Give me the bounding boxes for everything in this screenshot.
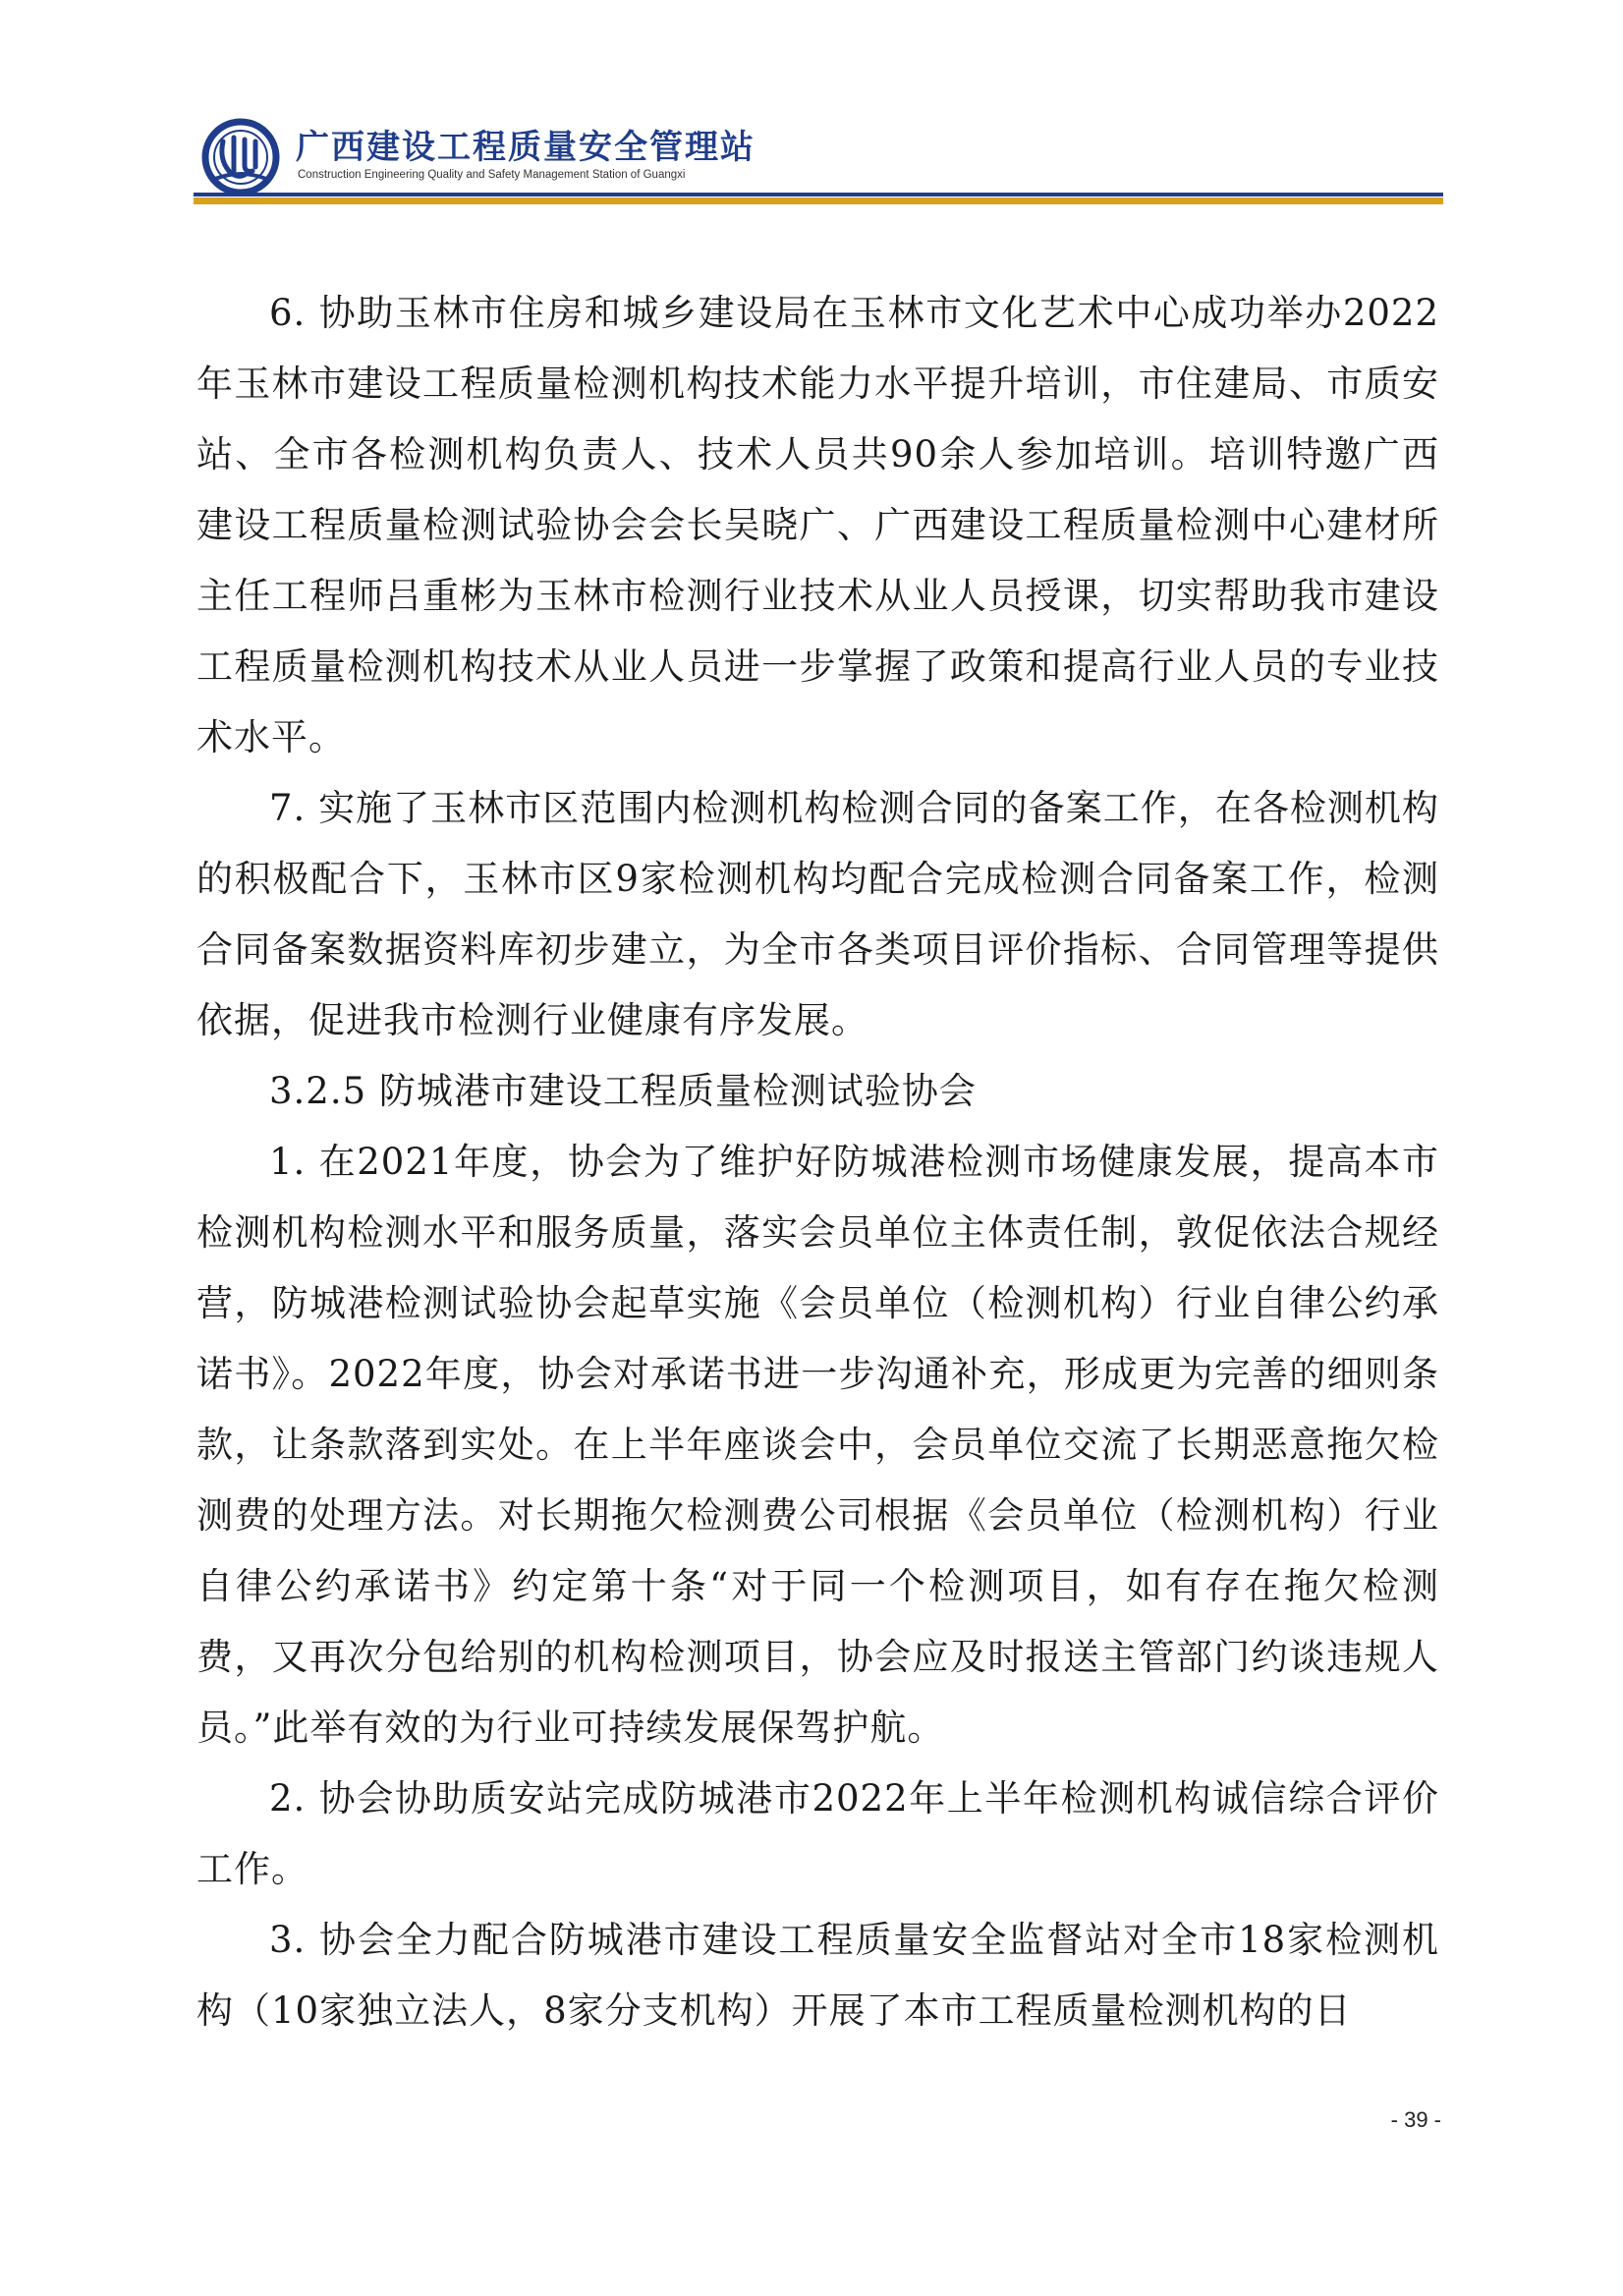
document-body bbox=[196, 278, 1439, 2046]
header-rule-blue bbox=[194, 193, 1443, 196]
paragraph-item-7: 7. 实施了玉林市区范围内检测机构检测合同的备案工作，在各检测机构的积极配合下，玉林市区9家检测机构均配合完成检测合同备案工作，检测合同备案数据资料库初步建立，为全市各类项目评价指标、合同管理等提供依据，促进我市检测行业健康有序发展。 bbox=[196, 787, 1439, 1041]
paragraph-fcg-3: 3. 协会全力配合防城港市建设工程质量安全监督站对全市18家检测机构（10家独立法人，8家分支机构）开展了本市工程质量检测机构的日 bbox=[196, 1919, 1439, 2032]
paragraph-fcg-1: 1. 在2021年度，协会为了维护好防城港检测市场健康发展，提高本市检测机构检测水平和服务质量，落实会员单位主体责任制，敦促依法合规经营，防城港检测试验协会起草实施《会员单位（检测机构）行业自律公约承诺书》。2022年度，协会对承诺书进一步沟通补充，形成更为完善的细则条款，让条款落到实处。在上半年座谈会中，会员单位交流了长期恶意拖欠检测费的处理方法。对长期拖欠检测费公司根据《会员单位（检测机构）行业自律公约承诺书》约定第十条“对于同一个检测项目，如有存在拖欠检测费，又再次分包给别的机构检测项目，协会应及时报送主管部门约谈违规人员。”此举有效的为行业可持续发展保驾护航。 bbox=[196, 1141, 1439, 1749]
paragraph-fcg-2: 2. 协会协助质安站完成防城港市2022年上半年检测机构诚信综合评价工作。 bbox=[196, 1777, 1439, 1890]
header-rule-gold bbox=[194, 197, 1443, 204]
page-number: - 39 - bbox=[1390, 2107, 1441, 2132]
section-heading: 3.2.5 防城港市建设工程质量检测试验协会 bbox=[269, 1070, 977, 1112]
gxjs-logo-icon bbox=[201, 118, 280, 196]
org-title: 广西建设工程质量安全管理站 bbox=[296, 128, 756, 167]
org-subtitle: Construction Engineering Quality and Safety Management Station of Guangxi bbox=[298, 169, 686, 181]
page-header bbox=[194, 110, 1443, 208]
paragraph-item-6: 6. 协助玉林市住房和城乡建设局在玉林市文化艺术中心成功举办2022年玉林市建设工程质量检测机构技术能力水平提升培训，市住建局、市质安站、全市各检测机构负责人、技术人员共90余人参加培训。培训特邀广西建设工程质量检测试验协会会长吴晓广、广西建设工程质量检测中心建材所主任工程师吕重彬为玉林市检测行业技术从业人员授课，切实帮助我市建设工程质量检测机构技术从业人员进一步掌握了政策和提高行业人员的专业技术水平。 bbox=[196, 292, 1439, 758]
